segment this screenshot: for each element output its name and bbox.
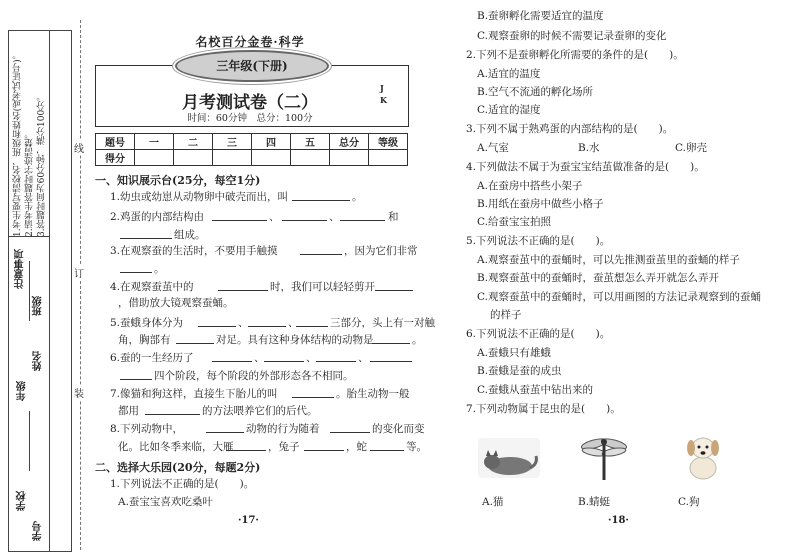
q1-2-text: 2.鸡蛋的内部结构由 xyxy=(110,211,205,223)
blank[interactable] xyxy=(218,290,268,291)
field-class-label: 班级 xyxy=(33,296,44,316)
blank[interactable] xyxy=(120,272,152,273)
score-header-cell: 二 xyxy=(174,134,213,150)
q1-7-line2: 都用 xyxy=(118,405,139,417)
q1-5-tail: 对足。具有这种身体结构的动物是 xyxy=(216,334,374,346)
score-header-cell: 等级 xyxy=(369,134,408,150)
q1-4-mid: 时，我们可以轻轻剪开 xyxy=(270,281,375,293)
field-school-label: 学校 xyxy=(17,491,28,511)
page-number-left: ·17· xyxy=(238,515,259,526)
score-header-cell: 总分 xyxy=(330,134,369,150)
score-header-cell: 五 xyxy=(291,134,330,150)
dog-image xyxy=(683,432,723,480)
q1-8-line2: 化。比如冬季来临，大雁 xyxy=(118,441,234,453)
rp-option: B.观察蚕茧中的蚕蛹时，蚕茧想怎么弄开就怎么弄开 xyxy=(477,272,720,284)
rp-option: C.适宜的湿度 xyxy=(477,104,541,116)
rp-option: A.观察蚕茧中的蚕蛹时，可以先推测蚕茧里的蚕蛹的样子 xyxy=(477,254,740,266)
rp-option: B.用纸在蚕房中做些小格子 xyxy=(477,198,604,210)
rp-option: B.空气不流通的孵化场所 xyxy=(477,86,594,98)
rp-option: C.蚕蛾从蚕茧中钻出来的 xyxy=(477,384,593,396)
q3-option-a: A.气室 xyxy=(477,142,509,154)
field-student-no-label: 学号 xyxy=(33,521,44,541)
q1-2-tail: 组成。 xyxy=(174,229,206,241)
cut-mark-line: 线 xyxy=(74,140,84,155)
q1-8-mid2: 的变化而变 xyxy=(372,423,425,435)
blank[interactable] xyxy=(292,397,334,398)
cat-image xyxy=(478,438,540,478)
blank[interactable] xyxy=(292,200,350,201)
q1-5-text: 5.蚕蛾身体分为 xyxy=(110,317,184,329)
binding-strip xyxy=(8,30,72,552)
rp-question: 3.下列不属于熟鸡蛋的内部结构的是( )。 xyxy=(466,123,674,135)
score-header-cell: 题号 xyxy=(96,134,135,150)
blank[interactable] xyxy=(145,414,200,415)
blank[interactable] xyxy=(226,450,266,451)
rp-option: C.给蚕宝宝拍照 xyxy=(477,216,551,228)
score-cell[interactable] xyxy=(174,150,213,166)
blank[interactable] xyxy=(212,220,267,221)
blank[interactable] xyxy=(375,290,413,291)
rp-question: 5.下列说法不正确的是( )。 xyxy=(466,235,611,247)
blank[interactable] xyxy=(316,361,356,362)
blank[interactable] xyxy=(282,220,327,221)
q1-5-line2: 角，胸部有 xyxy=(118,334,171,346)
blank[interactable] xyxy=(340,220,385,221)
grade-badge xyxy=(175,50,329,82)
exam-meta: 时间：60分钟 总分：100分 xyxy=(187,113,313,124)
score-header-cell: 一 xyxy=(135,134,174,150)
q1-7-tail: 的方法喂养它们的后代。 xyxy=(202,405,318,417)
blank[interactable] xyxy=(120,379,152,380)
blank[interactable] xyxy=(212,361,252,362)
grade-text: 三年级(下册) xyxy=(216,59,288,73)
rp-option-cont: 的样子 xyxy=(490,309,522,321)
strip-divider xyxy=(49,31,50,551)
q1-7-mid: 。胎生动物一般 xyxy=(336,388,410,400)
series-title: 名校百分金卷·科学 xyxy=(195,35,305,49)
rp-line: B.蚕卵孵化需要适宜的温度 xyxy=(477,10,604,22)
section2-title: 二、选择大乐园(20分，每题2分) xyxy=(95,461,261,474)
score-header-cell: 四 xyxy=(252,134,291,150)
q1-7-text: 7.像猫和狗这样，直接生下胎儿的叫 xyxy=(110,388,278,400)
field-grade-line xyxy=(29,411,30,471)
rp-line: C.观察蚕卵的时候不需要记录蚕卵的变化 xyxy=(477,30,667,42)
rp-question: 4.下列做法不属于为蚕宝宝结茧做准备的是( )。 xyxy=(466,161,705,173)
score-cell[interactable] xyxy=(369,150,408,166)
blank[interactable] xyxy=(206,432,244,433)
field-class-line xyxy=(29,261,30,321)
field-grade-label: 年级 xyxy=(17,381,28,401)
q7-option-a: A.猫 xyxy=(482,496,504,508)
q1-8-snake: ，蛇 xyxy=(346,441,367,453)
blank[interactable] xyxy=(176,343,214,344)
score-cell[interactable] xyxy=(135,150,174,166)
notes-label: 注意事项 xyxy=(15,249,26,289)
cut-mark-pack: 装 xyxy=(74,385,84,400)
binding-note-1: 1.考生要写清校名、班级和姓名(或考试证号)。 xyxy=(13,50,23,237)
score-cell[interactable] xyxy=(252,150,291,166)
exam-title: 月考测试卷（二） xyxy=(182,93,318,113)
blank[interactable] xyxy=(296,326,328,327)
q1-8-rabbit: ，兔子 xyxy=(268,441,300,453)
q1-4-tail: ，借助放大镜观察蚕蛹。 xyxy=(118,297,234,309)
rp-option: A.在蚕房中搭些小架子 xyxy=(477,180,583,192)
rp-question: 7.下列动物属于昆虫的是( )。 xyxy=(466,403,621,415)
cut-mark-bind: 订 xyxy=(74,265,84,280)
blank[interactable] xyxy=(120,238,172,239)
score-cell[interactable] xyxy=(213,150,252,166)
choice-q1: 1.下列说法不正确的是( )。 xyxy=(110,478,255,490)
q1-3-mid: ，因为它们非常 xyxy=(344,245,418,257)
score-row-label: 得分 xyxy=(96,150,135,166)
blank[interactable] xyxy=(248,326,286,327)
blank[interactable] xyxy=(330,432,370,433)
rp-option: A.蚕蛾只有雄蛾 xyxy=(477,347,551,359)
cut-line xyxy=(80,20,81,550)
blank[interactable] xyxy=(370,450,404,451)
strip-hline xyxy=(9,236,49,237)
q1-8-text: 8.下列动物中， xyxy=(110,423,184,435)
q7-option-b: B.蜻蜓 xyxy=(578,496,611,508)
dragonfly-image xyxy=(578,432,630,482)
rp-option: C.观察蚕茧中的蚕蛹时，可以用画图的方法记录观察到的蚕蛹 xyxy=(477,291,761,303)
q1-6-text: 6.蚕的一生经历了 xyxy=(110,352,194,364)
section1-title: 一、知识展示台(25分，每空1分) xyxy=(95,174,261,187)
rp-question: 6.下列说法不正确的是( )。 xyxy=(466,328,611,340)
page-number-right: ·18· xyxy=(608,515,629,526)
q1-4-text: 4.在观察蚕茧中的 xyxy=(110,281,194,293)
q7-option-c: C.狗 xyxy=(678,496,700,508)
q1-3-text: 3.在观察蚕的生活时，不要用手触摸 xyxy=(110,245,278,257)
blank[interactable] xyxy=(198,326,236,327)
score-header-row xyxy=(96,134,408,150)
blank[interactable] xyxy=(264,361,304,362)
choice-q1-option-a: A.蚕宝宝喜欢吃桑叶 xyxy=(118,496,213,508)
q1-1-text: 1.幼虫或幼崽从动物卵中破壳而出，叫 xyxy=(110,191,289,203)
q1-5-mid: 三部分，头上有一对触 xyxy=(330,317,435,329)
q1-8-mid: 动物的行为随着 xyxy=(246,423,320,435)
field-name-label: 姓名 xyxy=(33,351,44,371)
blank[interactable] xyxy=(370,361,412,362)
score-cell[interactable] xyxy=(330,150,369,166)
score-table xyxy=(95,133,408,166)
blank[interactable] xyxy=(304,450,344,451)
blank[interactable] xyxy=(300,254,342,255)
blank[interactable] xyxy=(372,343,410,344)
binding-note-3: 3.答题时间为60分钟，满分100分。 xyxy=(37,91,47,237)
score-value-row xyxy=(96,150,408,166)
q3-option-b: B.水 xyxy=(578,142,600,154)
binding-note-2: 2.请考生答题时字迹清楚。 xyxy=(25,129,35,237)
q1-8-end: 等。 xyxy=(406,441,427,453)
rp-option: A.适宜的温度 xyxy=(477,68,541,80)
rp-option: B.蚕蛾是蚕的成虫 xyxy=(477,365,562,377)
edition-mark: J K xyxy=(380,83,387,105)
score-header-cell: 三 xyxy=(213,134,252,150)
score-cell[interactable] xyxy=(291,150,330,166)
rp-question: 2.下列不是蚕卵孵化所需要的条件的是( )。 xyxy=(466,49,684,61)
q3-option-c: C.卵壳 xyxy=(675,142,707,154)
q1-6-tail: 四个阶段，每个阶段的外部形态各不相同。 xyxy=(154,370,354,382)
